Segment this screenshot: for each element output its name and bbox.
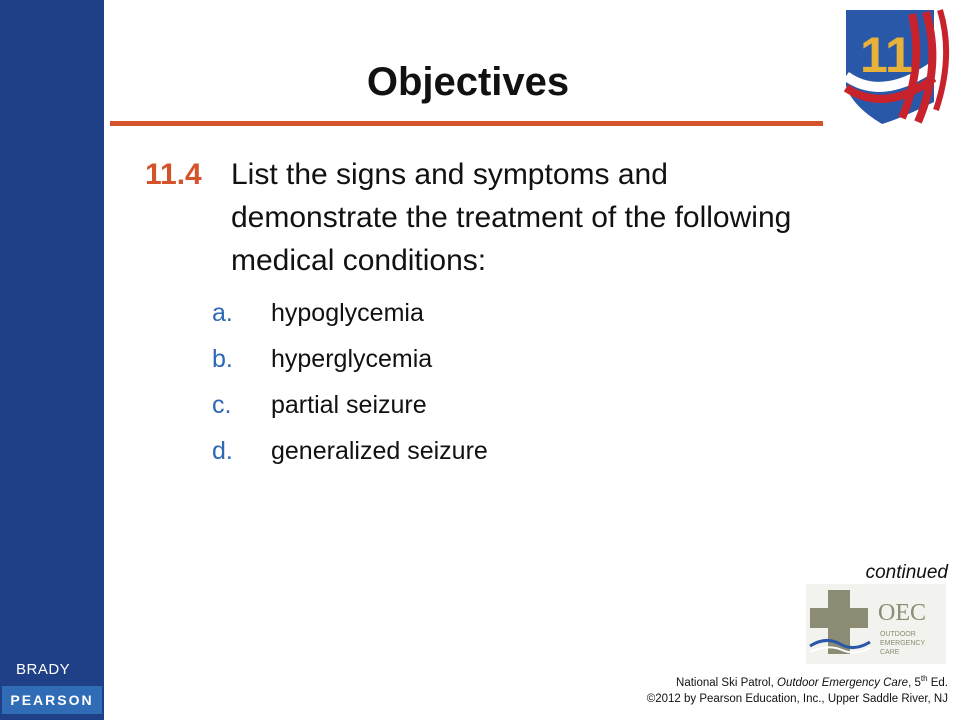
- footer-edition-sup: th: [920, 674, 928, 683]
- footer-suffix: Ed.: [927, 676, 948, 689]
- objective-number: 11.4: [145, 158, 202, 191]
- pearson-logo: PEARSON: [2, 686, 102, 714]
- title-divider: [110, 121, 823, 126]
- list-item-text: hyperglycemia: [271, 345, 433, 373]
- footer-line2: ©2012 by Pearson Education, Inc., Upper Saddle River, NJ: [646, 692, 948, 705]
- list-item-text: hypoglycemia: [271, 299, 424, 327]
- footer-book-title: Outdoor Emergency Care: [777, 676, 909, 689]
- copyright-footer: [647, 671, 948, 707]
- brady-logo-text: BRADY: [16, 661, 71, 678]
- oec-line1: OUTDOOR: [880, 631, 916, 638]
- oec-line2: EMERGENCY: [880, 640, 926, 647]
- footer-prefix: National Ski Patrol,: [676, 676, 778, 689]
- oec-logo-icon: [806, 584, 946, 664]
- oec-wordmark: OEC: [878, 600, 926, 626]
- footer-line1: [647, 671, 948, 691]
- list-item-letter: a.: [212, 299, 233, 327]
- list-item-letter: c.: [212, 391, 232, 419]
- chapter-badge-number: 11: [860, 27, 913, 83]
- oec-line3: CARE: [880, 649, 900, 656]
- sidebar-band: [0, 0, 104, 720]
- objective-text: List the signs and symptoms and demonstrate the treatment of the following medical conditions:: [231, 158, 792, 277]
- list-item-letter: b.: [212, 345, 233, 373]
- continued-label: continued: [865, 562, 948, 583]
- footer-edition: , 5: [908, 676, 921, 689]
- list-item-letter: d.: [212, 437, 233, 465]
- list-item-text: partial seizure: [271, 391, 427, 419]
- list-item-text: generalized seizure: [271, 437, 488, 465]
- slide-title: Objectives: [366, 60, 570, 104]
